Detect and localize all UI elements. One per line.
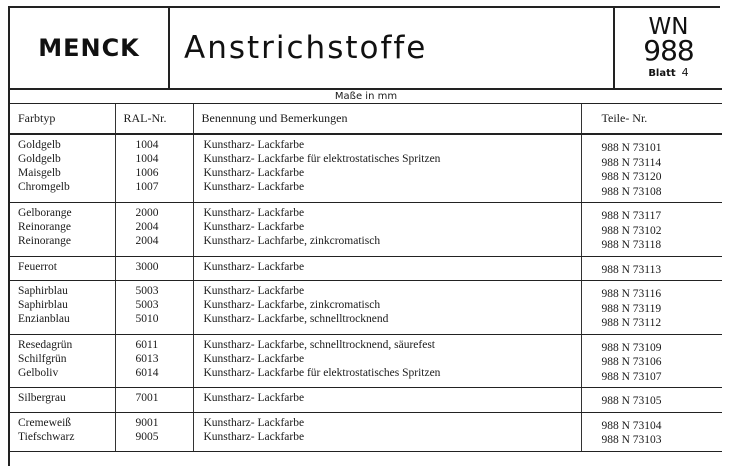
description-cell: [193, 256, 581, 281]
ral-text: 9005: [135, 430, 159, 443]
column-header-teile: Teile- Nr.: [581, 104, 722, 134]
farbtyp-text: Feuerrot: [18, 260, 57, 273]
part-number-text: 988 N 73107: [601, 370, 662, 383]
table-row: [10, 412, 722, 451]
ral-text: 9001: [135, 416, 159, 429]
ral-text: 5003: [135, 285, 159, 297]
part-number-text: 988 N 73114: [601, 156, 662, 169]
description-text: Kunstharz- Lachfarbe, zinkcromatisch: [203, 235, 381, 247]
part-number-cell: [581, 281, 722, 335]
part-number-cell: [581, 256, 722, 281]
part-number-text: 988 N 73106: [601, 356, 662, 368]
ral-text: 1004: [135, 139, 159, 151]
parts-table: [10, 104, 722, 452]
description-text: Kunstharz- Lackfarbe, zinkcromatisch: [203, 299, 381, 311]
part-number-text: 988 N 73104: [601, 419, 662, 432]
ral-text: 6014: [135, 366, 159, 379]
part-number-text: 988 N 73118: [601, 239, 662, 251]
part-number-text: 988 N 73117: [601, 210, 662, 222]
farbtyp-text: Maisgelb: [18, 167, 61, 179]
part-number-text: 988 N 73101: [601, 142, 662, 154]
farbtyp-cell: [10, 203, 115, 257]
part-number-text: 988 N 73105: [601, 395, 662, 407]
farbtyp-text: Chromgelb: [18, 181, 70, 193]
ral-text: 5003: [135, 299, 159, 311]
farbtyp-text: Cremeweiß: [18, 416, 72, 429]
ral-cell: [115, 412, 193, 451]
table-row: [10, 281, 722, 335]
blatt-label: Blatt: [648, 68, 676, 79]
ral-text: 2004: [135, 235, 159, 247]
part-number-text: 988 N 73108: [601, 185, 662, 198]
farbtyp-text: Reinorange: [18, 235, 72, 247]
column-header-ral: RAL-Nr.: [115, 104, 193, 134]
description-text: Kunstharz- Lackfarbe: [203, 430, 305, 443]
description-text: Kunstharz- Lackfarbe: [203, 181, 305, 193]
ral-cell: [115, 388, 193, 413]
document-title: Anstrichstoffe: [170, 8, 615, 88]
part-number-text: 988 N 73109: [601, 341, 662, 354]
farbtyp-text: Saphirblau: [18, 299, 68, 311]
description-text: Kunstharz- Lackfarbe: [203, 139, 305, 151]
ral-cell: [115, 334, 193, 388]
table-row: [10, 256, 722, 281]
farbtyp-cell: [10, 256, 115, 281]
description-text: Kunstharz- Lackfarbe für elektrostatisches Spritzen: [203, 366, 441, 379]
wn-code: WN: [648, 14, 689, 40]
description-cell: [193, 203, 581, 257]
wn-number: 988: [643, 34, 694, 67]
ral-cell: [115, 281, 193, 335]
table-row: [10, 334, 722, 388]
farbtyp-text: Goldgelb: [18, 153, 61, 165]
description-text: Kunstharz- Lackfarbe: [203, 260, 305, 273]
title-block: [10, 8, 722, 90]
farbtyp-text: Reinorange: [18, 221, 72, 233]
ral-cell: [115, 256, 193, 281]
ral-text: 3000: [135, 260, 159, 273]
ral-text: 6011: [135, 338, 159, 351]
description-cell: [193, 334, 581, 388]
ral-cell: [115, 203, 193, 257]
farbtyp-text: Tiefschwarz: [18, 430, 75, 443]
part-number-text: 988 N 73113: [601, 263, 662, 276]
table-body: [10, 134, 722, 451]
farbtyp-text: Goldgelb: [18, 139, 61, 151]
standard-number-block: [615, 8, 722, 88]
farbtyp-cell: [10, 334, 115, 388]
description-text: Kunstharz- Lackfarbe: [203, 207, 305, 219]
column-header-farbtyp: Farbtyp: [10, 104, 115, 134]
farbtyp-text: Gelborange: [18, 207, 72, 219]
description-text: Kunstharz- Lackfarbe: [203, 167, 305, 179]
ral-text: 1007: [135, 181, 159, 193]
part-number-cell: [581, 134, 722, 203]
description-text: Kunstharz- Lackfarbe: [203, 221, 305, 233]
part-number-text: 988 N 73103: [601, 434, 662, 446]
description-cell: [193, 388, 581, 413]
farbtyp-text: Enzianblau: [18, 313, 70, 325]
description-cell: [193, 134, 581, 203]
farbtyp-cell: [10, 412, 115, 451]
farbtyp-text: Gelboliv: [18, 366, 59, 379]
part-number-text: 988 N 73120: [601, 171, 662, 183]
part-number-cell: [581, 203, 722, 257]
farbtyp-text: Schilfgrün: [18, 352, 67, 365]
ral-text: 1006: [135, 167, 159, 179]
description-text: Kunstharz- Lackfarbe, schnelltrocknend, säurefest: [203, 338, 435, 351]
description-text: Kunstharz- Lackfarbe, schnelltrocknend: [203, 313, 389, 325]
part-number-cell: [581, 334, 722, 388]
table-row: [10, 388, 722, 413]
ral-text: 5010: [135, 313, 159, 325]
description-cell: [193, 281, 581, 335]
ral-text: 1004: [135, 153, 159, 165]
farbtyp-cell: [10, 134, 115, 203]
farbtyp-text: Silbergrau: [18, 392, 66, 404]
description-text: Kunstharz- Lackfarbe: [203, 352, 305, 365]
farbtyp-text: Saphirblau: [18, 285, 68, 297]
ral-cell: [115, 134, 193, 203]
document-sheet: [8, 6, 720, 466]
farbtyp-text: Resedagrün: [18, 338, 73, 351]
description-text: Kunstharz- Lackfarbe: [203, 392, 305, 404]
ral-text: 6013: [135, 352, 159, 365]
ral-text: 7001: [135, 392, 159, 404]
description-text: Kunstharz- Lackfarbe: [203, 285, 305, 297]
company-logo: MENCK: [10, 8, 170, 88]
table-row: [10, 203, 722, 257]
part-number-cell: [581, 412, 722, 451]
table-header-row: [10, 104, 722, 134]
farbtyp-cell: [10, 388, 115, 413]
description-cell: [193, 412, 581, 451]
blatt-number: 4: [681, 66, 689, 79]
description-text: Kunstharz- Lackfarbe: [203, 416, 305, 429]
part-number-text: 988 N 73119: [601, 302, 662, 315]
ral-text: 2004: [135, 221, 159, 233]
ral-text: 2000: [135, 207, 159, 219]
farbtyp-cell: [10, 281, 115, 335]
part-number-text: 988 N 73116: [601, 288, 662, 300]
description-text: Kunstharz- Lackfarbe für elektrostatisches Spritzen: [203, 153, 441, 165]
column-header-benennung: Benennung und Bemerkungen: [193, 104, 581, 134]
table-row: [10, 134, 722, 203]
sheet-label: [615, 66, 722, 79]
part-number-text: 988 N 73102: [601, 224, 662, 237]
part-number-cell: [581, 388, 722, 413]
units-note: Maße in mm: [10, 90, 722, 104]
part-number-text: 988 N 73112: [601, 317, 662, 329]
